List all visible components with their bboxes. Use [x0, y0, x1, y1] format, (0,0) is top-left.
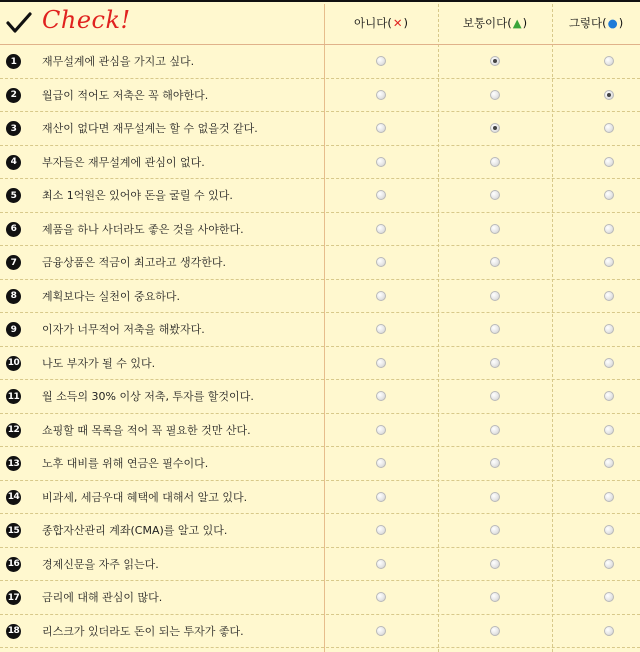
question-number-badge: 13	[6, 456, 21, 471]
radio-yes[interactable]	[604, 90, 614, 100]
radio-yes[interactable]	[604, 525, 614, 535]
option-header-1	[324, 2, 438, 44]
radio-neutral[interactable]	[490, 324, 500, 334]
circle-icon: ●	[607, 16, 618, 30]
radio-yes[interactable]	[604, 559, 614, 569]
question-text: 금융상품은 적금이 최고라고 생각한다.	[42, 256, 227, 270]
question-text: 쇼핑할 때 목록을 적어 꼭 필요한 것만 산다.	[42, 423, 251, 437]
radio-yes[interactable]	[604, 358, 614, 368]
question-number-badge: 9	[6, 322, 21, 337]
radio-no[interactable]	[376, 123, 386, 133]
close-paren: )	[522, 16, 528, 30]
radio-yes[interactable]	[604, 291, 614, 301]
survey-header	[0, 2, 640, 45]
question-number-badge: 2	[6, 88, 21, 103]
radio-yes[interactable]	[604, 425, 614, 435]
question-row	[0, 481, 640, 515]
question-row	[0, 414, 640, 448]
radio-neutral[interactable]	[490, 90, 500, 100]
radio-neutral[interactable]	[490, 291, 500, 301]
question-number-badge: 4	[6, 155, 21, 170]
option-header-3	[552, 2, 640, 44]
question-number-badge: 18	[6, 624, 21, 639]
question-number-badge: 14	[6, 490, 21, 505]
radio-neutral[interactable]	[490, 492, 500, 502]
question-text: 부자들은 재무설계에 관심이 없다.	[42, 155, 205, 169]
radio-no[interactable]	[376, 626, 386, 636]
radio-yes[interactable]	[604, 123, 614, 133]
radio-yes[interactable]	[604, 458, 614, 468]
question-text: 나도 부자가 될 수 있다.	[42, 356, 156, 370]
radio-no[interactable]	[376, 458, 386, 468]
radio-yes[interactable]	[604, 324, 614, 334]
open-paren: (	[507, 16, 512, 30]
question-row	[0, 213, 640, 247]
radio-neutral[interactable]	[490, 559, 500, 569]
radio-no[interactable]	[376, 157, 386, 167]
radio-yes[interactable]	[604, 257, 614, 267]
radio-neutral[interactable]	[490, 626, 500, 636]
question-number-badge: 11	[6, 389, 21, 404]
close-paren: )	[618, 16, 624, 30]
question-row	[0, 146, 640, 180]
radio-neutral[interactable]	[490, 56, 500, 66]
triangle-icon: ▲	[512, 16, 522, 30]
radio-yes[interactable]	[604, 492, 614, 502]
option-label: 그렇다	[568, 16, 603, 30]
question-row	[0, 79, 640, 113]
radio-neutral[interactable]	[490, 257, 500, 267]
question-row	[0, 615, 640, 649]
question-row	[0, 45, 640, 79]
radio-neutral[interactable]	[490, 157, 500, 167]
radio-neutral[interactable]	[490, 224, 500, 234]
radio-neutral[interactable]	[490, 123, 500, 133]
radio-no[interactable]	[376, 257, 386, 267]
radio-no[interactable]	[376, 56, 386, 66]
checkmark-icon	[6, 12, 32, 34]
question-number-badge: 10	[6, 356, 21, 371]
radio-yes[interactable]	[604, 592, 614, 602]
radio-no[interactable]	[376, 391, 386, 401]
question-number-badge: 5	[6, 188, 21, 203]
radio-no[interactable]	[376, 324, 386, 334]
radio-no[interactable]	[376, 190, 386, 200]
question-number-badge: 1	[6, 54, 21, 69]
radio-no[interactable]	[376, 425, 386, 435]
question-text: 계획보다는 실천이 중요하다.	[42, 289, 181, 303]
radio-neutral[interactable]	[490, 425, 500, 435]
question-number-badge: 8	[6, 289, 21, 304]
question-text: 재무설계에 관심을 가지고 싶다.	[42, 55, 195, 69]
option-header-2	[438, 2, 552, 44]
question-text: 비과세, 세금우대 혜택에 대해서 알고 있다.	[42, 490, 248, 504]
radio-no[interactable]	[376, 90, 386, 100]
radio-yes[interactable]	[604, 626, 614, 636]
question-text: 최소 1억원은 있어야 돈을 굴릴 수 있다.	[42, 189, 233, 203]
radio-neutral[interactable]	[490, 358, 500, 368]
radio-no[interactable]	[376, 358, 386, 368]
question-row	[0, 347, 640, 381]
question-row	[0, 280, 640, 314]
question-list	[0, 45, 640, 648]
check-header	[0, 2, 324, 44]
question-text: 월급이 적어도 저축은 꼭 해야한다.	[42, 88, 209, 102]
question-number-badge: 17	[6, 590, 21, 605]
radio-neutral[interactable]	[490, 592, 500, 602]
radio-neutral[interactable]	[490, 391, 500, 401]
question-text: 금리에 대해 관심이 많다.	[42, 591, 163, 605]
question-text: 재산이 없다면 재무설계는 할 수 없을것 같다.	[42, 122, 258, 136]
question-text: 종합자산관리 계좌(CMA)를 알고 있다.	[42, 524, 228, 538]
question-text: 경제신문을 자주 읽는다.	[42, 557, 159, 571]
radio-no[interactable]	[376, 291, 386, 301]
question-row	[0, 548, 640, 582]
radio-neutral[interactable]	[490, 525, 500, 535]
question-row	[0, 380, 640, 414]
page-title: Check!	[42, 6, 131, 34]
question-text: 제품을 하나 사더라도 좋은 것을 사야한다.	[42, 222, 244, 236]
radio-neutral[interactable]	[490, 458, 500, 468]
radio-neutral[interactable]	[490, 190, 500, 200]
question-number-badge: 12	[6, 423, 21, 438]
open-paren: (	[602, 16, 607, 30]
question-row	[0, 514, 640, 548]
x-icon: ✕	[392, 16, 403, 30]
radio-yes[interactable]	[604, 224, 614, 234]
radio-no[interactable]	[376, 224, 386, 234]
radio-no[interactable]	[376, 525, 386, 535]
option-label: 보통이다	[462, 16, 508, 30]
question-text: 노후 대비를 위해 연금은 필수이다.	[42, 457, 209, 471]
radio-yes[interactable]	[604, 190, 614, 200]
question-row	[0, 581, 640, 615]
question-row	[0, 447, 640, 481]
question-number-badge: 3	[6, 121, 21, 136]
radio-no[interactable]	[376, 592, 386, 602]
question-text: 리스크가 있더라도 돈이 되는 투자가 좋다.	[42, 624, 244, 638]
question-row	[0, 313, 640, 347]
question-text: 월 소득의 30% 이상 저축, 투자를 할것이다.	[42, 390, 254, 404]
question-row	[0, 179, 640, 213]
question-text: 이자가 너무적어 저축을 해봤자다.	[42, 323, 205, 337]
question-row	[0, 246, 640, 280]
open-paren: (	[387, 16, 392, 30]
radio-yes[interactable]	[604, 56, 614, 66]
question-number-badge: 15	[6, 523, 21, 538]
radio-no[interactable]	[376, 492, 386, 502]
close-paren: )	[403, 16, 408, 30]
question-number-badge: 7	[6, 255, 21, 270]
question-number-badge: 6	[6, 222, 21, 237]
radio-yes[interactable]	[604, 157, 614, 167]
option-label: 아니다	[354, 16, 388, 30]
radio-yes[interactable]	[604, 391, 614, 401]
radio-no[interactable]	[376, 559, 386, 569]
question-number-badge: 16	[6, 557, 21, 572]
question-row	[0, 112, 640, 146]
